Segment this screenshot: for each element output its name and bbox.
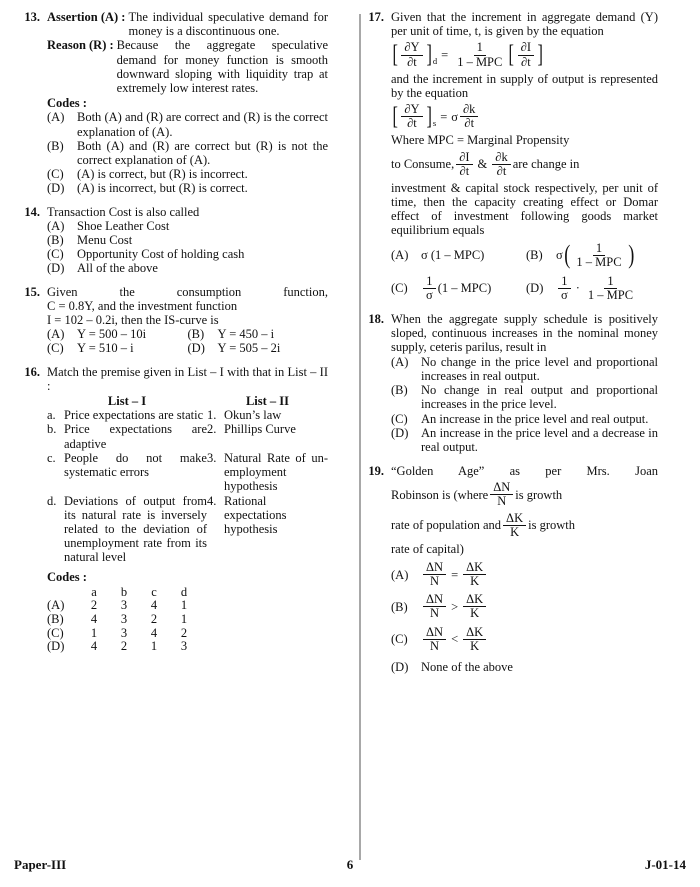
- question-17-options: [391, 239, 658, 303]
- option-a-dN-denominator: N: [430, 574, 440, 589]
- codes-row-b-key: (B): [47, 611, 64, 626]
- question-18-number: 18.: [368, 312, 384, 327]
- codes-row-c-key: (C): [47, 625, 64, 640]
- option-d[interactable]: [391, 426, 658, 454]
- option-c-text: An increase in the price level and real output.: [421, 411, 649, 426]
- option-a-text: Y = 500 – 10i: [77, 327, 147, 342]
- list-2-item-2-text: Phillips Curve: [224, 422, 296, 437]
- option-c-key: (C): [47, 167, 64, 182]
- option-d-key: (D): [391, 425, 409, 440]
- codes-row-d[interactable]: [47, 640, 328, 654]
- bracket-close-icon: ]: [537, 41, 543, 69]
- option-c-relation: <: [451, 632, 459, 647]
- eq1-mid-denominator: 1 – MPC: [457, 54, 503, 69]
- option-c-dN-denominator: N: [430, 638, 440, 653]
- option-b-key: (B): [47, 233, 64, 248]
- stem-d-text: rate of population and: [391, 518, 502, 532]
- codes-row-b-value-d: 1: [180, 611, 188, 626]
- option-c-key: (C): [391, 281, 408, 296]
- option-a-key: (A): [391, 354, 409, 369]
- option-b-dN-denominator: N: [430, 606, 440, 621]
- option-d-text: Y = 505 – 2i: [217, 341, 281, 356]
- question-16-number: 16.: [24, 364, 40, 379]
- bracket-open-icon: [: [392, 41, 398, 69]
- option-c-text: [421, 626, 488, 653]
- list-1-item-a-key: a.: [47, 408, 56, 423]
- question-14-number: 14.: [24, 204, 40, 219]
- column-divider: [359, 14, 361, 860]
- option-b-dK-numerator: ΔK: [463, 593, 486, 607]
- codes-row-c-value-a: 1: [90, 625, 98, 640]
- dI-numerator: ∂I: [456, 151, 472, 165]
- stem3-change-label: are change in: [512, 156, 580, 171]
- codes-row-b-value-b: 3: [120, 611, 128, 626]
- option-c[interactable]: [391, 412, 658, 426]
- question-16-codes-label: Codes :: [47, 569, 87, 584]
- option-c-text: Y = 510 – i: [77, 341, 134, 356]
- question-17-equation-1: [391, 41, 658, 68]
- option-b-denominator: 1 – MPC: [576, 254, 622, 269]
- dN-numerator: ΔN: [490, 481, 513, 495]
- option-d-numerator-1: 1: [558, 275, 570, 289]
- option-b-key: (B): [391, 599, 408, 614]
- question-18-options: [391, 355, 658, 454]
- question-13-number: 13.: [24, 10, 40, 24]
- option-a-text[interactable]: σ (1 – MPC): [421, 248, 485, 263]
- question-14: [14, 205, 328, 276]
- eq1-lhs-numerator: ∂Y: [401, 41, 422, 55]
- two-column-layout: [14, 10, 686, 842]
- dk-numerator: ∂k: [492, 151, 510, 165]
- question-19-stem-f: rate of capital): [391, 541, 464, 556]
- eq2-rhs-numerator: ∂k: [460, 103, 478, 117]
- option-c-dK-numerator: ΔK: [463, 626, 486, 640]
- question-15-stem-line-2: C = 0.8Y, and the investment function: [47, 298, 238, 313]
- option-c[interactable]: [47, 247, 328, 261]
- option-c-key: (C): [47, 247, 64, 262]
- question-13: [14, 10, 328, 196]
- question-16: [14, 365, 328, 654]
- option-b-text: No change in real output and proportional increases in the price level.: [421, 383, 658, 412]
- bracket-close-icon: ]: [426, 103, 432, 131]
- list-1-item-a-text: Price expectations are static: [64, 408, 204, 423]
- codes-row-a-value-a: 2: [90, 598, 98, 613]
- list-1-item-c-key: c.: [47, 450, 56, 465]
- eq1-mid-numerator: 1: [474, 41, 486, 55]
- stem-b-text: Robinson is (where: [391, 487, 489, 502]
- option-d[interactable]: [188, 341, 329, 355]
- codes-row-a-value-b: 3: [120, 598, 128, 613]
- option-c-expression: (1 – MPC): [437, 281, 492, 296]
- option-d[interactable]: [47, 261, 328, 275]
- question-19: [358, 464, 658, 674]
- codes-row-a-key: (A): [47, 598, 65, 613]
- dK-denominator: K: [510, 524, 520, 539]
- option-a-text: Shoe Leather Cost: [77, 218, 170, 233]
- question-15-stem-line-3: I = 102 – 0.2i, then the IS-curve is: [47, 313, 219, 328]
- list-1-item-b-text: Price expectations are adaptive: [64, 422, 207, 451]
- question-15-number: 15.: [24, 284, 40, 299]
- option-a-text: Both (A) and (R) are correct and (R) is the correct explanation of (A).: [77, 110, 328, 139]
- question-13-reason: [47, 38, 328, 95]
- eq2-equals: =: [440, 109, 448, 124]
- option-d[interactable]: [47, 181, 328, 195]
- eq2-lhs-denominator: ∂t: [407, 116, 417, 131]
- dI-denominator: ∂t: [459, 163, 470, 178]
- question-17-stem-4: investment & capital stock respectively, per unit of time, then the capacity creating effect or Domar effect of investment following goods market equilibrium equals: [391, 180, 658, 238]
- paren-open-icon: (: [564, 239, 571, 269]
- option-c-numerator: 1: [423, 275, 435, 289]
- codes-row-a-value-c: 4: [150, 598, 158, 613]
- option-c-text: (A) is correct, but (R) is incorrect.: [77, 167, 248, 182]
- option-a-dN-numerator: ΔN: [423, 561, 446, 575]
- stem3-consume-label: to Consume,: [391, 156, 455, 171]
- option-d-key: (D): [391, 659, 409, 674]
- assertion-label: Assertion (A) :: [47, 10, 126, 24]
- option-d-text: (A) is incorrect, but (R) is correct.: [77, 181, 248, 196]
- list-2-item-4-text: Rational expectations hypothesis: [224, 493, 287, 536]
- codes-row-b-value-c: 2: [150, 611, 158, 626]
- codes-column-c: c: [151, 584, 157, 599]
- question-15-stem-line-1: Given the consumption function,: [47, 284, 328, 299]
- reason-label: Reason (R) :: [47, 38, 114, 53]
- option-c-dN-numerator: ΔN: [423, 626, 446, 640]
- eq1-equals: =: [441, 47, 449, 62]
- option-c[interactable]: [47, 341, 188, 355]
- match-row: [47, 451, 328, 494]
- reason-text: Because the aggregate speculative demand for money function is smooth downward sloping with liquidity trap at extremely low interest rates.: [116, 38, 328, 96]
- option-b-key: (B): [391, 383, 408, 398]
- codes-row-c-value-c: 4: [150, 625, 158, 640]
- option-b-sigma: σ: [556, 248, 563, 263]
- paren-close-icon: ): [627, 239, 634, 269]
- codes-row-c-value-b: 3: [120, 625, 128, 640]
- question-13-assertion: [47, 10, 328, 38]
- list-2-item-3-text: Natural Rate of un-employment hypothesis: [224, 450, 328, 494]
- option-c[interactable]: [391, 626, 658, 653]
- question-13-codes-label: Codes :: [47, 96, 87, 111]
- eq2-sigma: σ: [451, 109, 458, 124]
- bracket-open-icon: [: [508, 41, 515, 69]
- option-a[interactable]: [47, 110, 328, 138]
- codes-column-b: b: [120, 584, 128, 599]
- option-c-denominator: σ: [426, 287, 433, 302]
- list-1-item-b-key: b.: [47, 422, 57, 437]
- option-c-key: (C): [391, 632, 408, 647]
- footer-page-number: 6: [346, 857, 354, 872]
- option-b-dN-numerator: ΔN: [423, 593, 446, 607]
- option-d-denominator-2: 1 – MPC: [587, 287, 634, 302]
- codes-row-c-value-d: 2: [180, 625, 188, 640]
- option-a-dK-denominator: K: [470, 574, 480, 589]
- list-2-item-3-key: 3.: [207, 450, 217, 465]
- option-d-numerator-2: 1: [604, 275, 616, 289]
- option-c[interactable]: [47, 167, 328, 181]
- list-1-header: List – I: [107, 394, 147, 409]
- match-row: [47, 422, 328, 450]
- codes-row-d-key: (D): [47, 639, 65, 654]
- option-b-dK-denominator: K: [470, 606, 480, 621]
- option-d-dot: ·: [575, 281, 580, 296]
- dN-denominator: N: [497, 494, 507, 509]
- option-d-text: All of the above: [77, 261, 158, 276]
- option-a-key: (A): [391, 248, 409, 263]
- question-16-codes-table: [47, 586, 328, 654]
- question-13-options: [47, 110, 328, 195]
- option-d-key: (D): [187, 341, 205, 356]
- option-d-text: An increase in the price level and a decrease in real output.: [421, 425, 658, 454]
- option-b-text: [421, 593, 488, 620]
- option-a-key: (A): [47, 218, 65, 233]
- option-b-text: Both (A) and (R) are correct but (R) is not the correct explanation of (A).: [77, 138, 328, 168]
- question-19-number: 19.: [368, 464, 384, 479]
- bracket-close-icon: ]: [426, 41, 432, 69]
- option-b[interactable]: [47, 233, 328, 247]
- codes-row-a-value-d: 1: [180, 598, 188, 613]
- option-a[interactable]: [47, 327, 188, 341]
- option-b-text: Menu Cost: [77, 233, 133, 248]
- option-a-dK-numerator: ΔK: [463, 561, 486, 575]
- list-1-item-d-key: d.: [47, 493, 57, 508]
- match-row: [47, 494, 328, 565]
- eq1-lhs-subscript: d: [432, 55, 438, 66]
- question-19-stem-d: [391, 512, 658, 539]
- codes-row-c[interactable]: [47, 627, 328, 641]
- dk-denominator: ∂t: [496, 163, 507, 178]
- right-column: [336, 10, 658, 842]
- option-a-text: No change in the price level and proportional increases in real output.: [421, 354, 658, 383]
- question-16-stem: Match the premise given in List – I with that in List – II :: [47, 364, 328, 393]
- question-15-options: [47, 327, 328, 355]
- list-2-item-1-text: Okun’s law: [224, 408, 282, 423]
- option-b-key: (B): [47, 138, 64, 153]
- question-17: [358, 10, 658, 302]
- option-d-key: (D): [526, 281, 544, 296]
- question-19-stem-b: [391, 481, 658, 508]
- question-14-stem: Transaction Cost is also called: [47, 204, 200, 219]
- option-b-relation: >: [451, 599, 459, 614]
- option-a-key: (A): [47, 327, 65, 342]
- codes-column-a: a: [91, 584, 97, 599]
- option-b[interactable]: [391, 593, 658, 620]
- question-17-stem-2: and the increment in supply of output is represented by the equation: [391, 71, 658, 100]
- option-b-key: (B): [187, 327, 205, 342]
- codes-header-blank: [47, 586, 79, 600]
- codes-row-b[interactable]: [47, 613, 328, 627]
- footer-paper-label: Paper-III: [14, 857, 67, 872]
- list-1-item-c-text: People do not make systematic errors: [64, 450, 207, 480]
- option-b[interactable]: [188, 327, 329, 341]
- match-row: [47, 408, 328, 422]
- option-d-key: (D): [47, 181, 65, 196]
- question-15: [14, 285, 328, 356]
- option-b-text: Y = 450 – i: [217, 327, 275, 342]
- question-17-stem-3a: Where MPC = Marginal Propensity: [391, 133, 570, 148]
- eq1-lhs-denominator: ∂t: [407, 54, 417, 69]
- dK-numerator: ΔK: [503, 512, 526, 526]
- option-d-key: (D): [47, 261, 65, 276]
- option-d-text[interactable]: [556, 275, 638, 302]
- option-b[interactable]: [391, 383, 658, 411]
- codes-column-d: d: [180, 584, 188, 599]
- question-17-stem-3-inline: [391, 151, 658, 178]
- eq2-lhs-numerator: ∂Y: [401, 103, 422, 117]
- stem-c-text: is growth: [515, 487, 563, 502]
- option-c-text: Opportunity Cost of holding cash: [77, 247, 245, 262]
- option-a[interactable]: [391, 561, 658, 588]
- codes-row-a[interactable]: [47, 599, 328, 613]
- option-a-text: [421, 561, 488, 588]
- option-c-dK-denominator: K: [470, 638, 480, 653]
- codes-row-d-value-c: 1: [150, 639, 158, 654]
- option-a-key: (A): [47, 110, 65, 125]
- option-a[interactable]: [47, 219, 328, 233]
- left-column: [14, 10, 336, 842]
- option-c-text[interactable]: [421, 275, 526, 302]
- option-a[interactable]: [391, 355, 658, 383]
- bracket-open-icon: [: [392, 103, 398, 131]
- option-a-key: (A): [391, 567, 409, 582]
- list-1-item-d-text: Deviations of output from its natural rate is inversely related to the deviation of unemployment rate from its natural level: [64, 493, 207, 565]
- footer-code: J-01-14: [644, 857, 686, 872]
- option-d-text: None of the above: [421, 659, 513, 674]
- option-d-denominator-1: σ: [561, 287, 568, 302]
- codes-header-row: [47, 586, 328, 600]
- list-2-header: List – II: [245, 394, 290, 409]
- option-b-numerator: 1: [593, 242, 605, 256]
- question-17-stem-1: Given that the increment in aggregate demand (Y) per unit of time, t, is given by the equation: [391, 10, 658, 39]
- list-2-item-2-key: 2.: [207, 422, 217, 437]
- list-2-item-4-key: 4.: [207, 493, 217, 508]
- eq1-rhs-numerator: ∂I: [518, 41, 534, 55]
- question-18-stem: When the aggregate supply schedule is positively sloped, continuous increases in the nominal money supply, ceteris parilus, result in: [391, 312, 658, 355]
- codes-row-d-value-b: 2: [120, 639, 128, 654]
- codes-row-b-value-a: 4: [90, 611, 98, 626]
- list-2-item-1-key: 1.: [207, 408, 217, 423]
- question-19-options: [391, 561, 658, 674]
- page-footer: [14, 857, 686, 873]
- option-b-text[interactable]: [556, 239, 635, 269]
- question-18: [358, 312, 658, 454]
- option-c-key: (C): [47, 341, 64, 356]
- question-14-options: [47, 219, 328, 276]
- eq2-lhs-subscript: s: [432, 117, 437, 128]
- question-16-list-headers: [47, 394, 328, 408]
- option-b-key: (B): [526, 248, 543, 263]
- question-19-stem-a: “Golden Age” as per Mrs. Joan: [391, 464, 658, 479]
- stem-e-text: is growth: [528, 518, 575, 532]
- question-17-equation-2: [391, 103, 658, 130]
- codes-row-d-value-d: 3: [180, 639, 188, 654]
- option-d[interactable]: [391, 660, 658, 674]
- assertion-text: The individual speculative demand for money is a discontinuous one.: [128, 10, 328, 39]
- codes-row-d-value-a: 4: [90, 639, 98, 654]
- stem3-ampersand: &: [477, 156, 488, 171]
- option-a-relation: =: [451, 567, 459, 582]
- option-c-key: (C): [391, 411, 408, 426]
- option-b[interactable]: [47, 139, 328, 167]
- question-17-number: 17.: [368, 10, 384, 24]
- eq1-rhs-denominator: ∂t: [521, 54, 531, 69]
- eq2-rhs-denominator: ∂t: [464, 116, 475, 131]
